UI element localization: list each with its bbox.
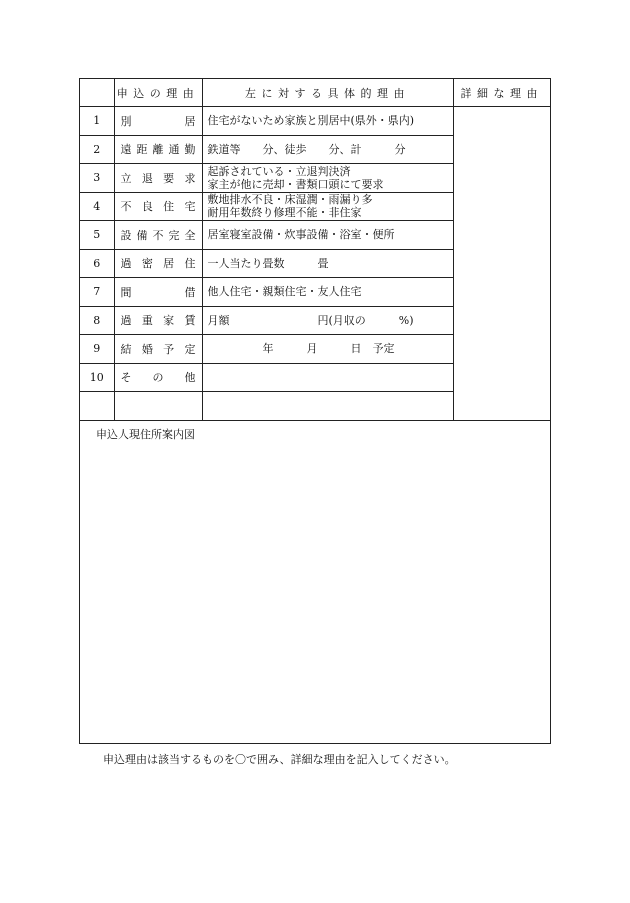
reason-char: 住 <box>184 257 196 271</box>
reason-cell[interactable] <box>114 363 202 392</box>
reason-cell[interactable] <box>114 392 202 421</box>
reason-char: 住 <box>163 200 175 214</box>
row-number: 2 <box>80 135 114 164</box>
reason-row <box>80 107 550 136</box>
reason-char: 居 <box>163 257 175 271</box>
specific-reason-cell[interactable]: 他人住宅・親類住宅・友人住宅 <box>202 278 453 307</box>
specific-reason-cell[interactable]: 鉄道等 分、徒歩 分、計 分 <box>202 135 453 164</box>
reason-char: 過 <box>120 314 132 328</box>
reason-char: 良 <box>141 200 153 214</box>
reason-char: 立 <box>120 171 132 185</box>
reason-char: 通 <box>168 143 180 157</box>
reason-cell[interactable] <box>114 249 202 278</box>
specific-reason-cell[interactable]: 敷地排水不良・床湿潤・雨漏り多 耐用年数終り修理不能・非住家 <box>202 192 453 221</box>
reason-char: そ <box>120 371 132 385</box>
header-reason: 申込の理由 <box>114 79 202 107</box>
reason-char: 遠 <box>120 143 132 157</box>
header-specific: 左に対する具体的理由 <box>202 79 453 107</box>
reason-table <box>80 79 550 420</box>
reason-char: 結 <box>120 342 132 356</box>
reason-char: 居 <box>184 114 196 128</box>
reason-char: 家 <box>163 314 175 328</box>
reason-char: 重 <box>141 314 153 328</box>
specific-reason-cell[interactable]: 居室寝室設備・炊事設備・浴室・便所 <box>202 221 453 250</box>
application-form <box>79 78 551 744</box>
row-number: 8 <box>80 306 114 335</box>
reason-cell[interactable] <box>114 135 202 164</box>
reason-char: 宅 <box>184 200 196 214</box>
reason-char: 要 <box>163 171 175 185</box>
reason-char: 定 <box>184 342 196 356</box>
map-label: 申込人現住所案内図 <box>96 428 195 441</box>
reason-cell[interactable] <box>114 335 202 364</box>
instruction-note: 申込理由は該当するものを〇で囲み、詳細な理由を記入してください。 <box>103 753 456 766</box>
reason-char: 不 <box>120 200 132 214</box>
row-number <box>80 392 114 421</box>
reason-char: 距 <box>136 143 148 157</box>
reason-char: 退 <box>141 171 153 185</box>
header-num <box>80 79 114 107</box>
row-number: 10 <box>80 363 114 392</box>
header-detail: 詳細な理由 <box>453 79 550 107</box>
reason-char: 勤 <box>184 143 196 157</box>
reason-cell[interactable] <box>114 107 202 136</box>
row-number: 6 <box>80 249 114 278</box>
reason-cell[interactable] <box>114 306 202 335</box>
reason-char: 他 <box>184 371 196 385</box>
reason-char: 不 <box>152 228 164 242</box>
reason-char: 間 <box>120 285 132 299</box>
reason-char: 設 <box>120 228 132 242</box>
location-map-area[interactable] <box>80 420 550 743</box>
reason-char: 求 <box>184 171 196 185</box>
specific-reason-cell[interactable] <box>202 363 453 392</box>
specific-reason-cell[interactable]: 起訴されている・立退判決済 家主が他に売却・書類口頭にて要求 <box>202 164 453 193</box>
reason-char: 賃 <box>184 314 196 328</box>
reason-cell[interactable] <box>114 164 202 193</box>
reason-cell[interactable] <box>114 221 202 250</box>
row-number: 1 <box>80 107 114 136</box>
reason-char: 離 <box>152 143 164 157</box>
reason-char: 全 <box>184 228 196 242</box>
row-number: 9 <box>80 335 114 364</box>
specific-reason-cell[interactable]: 月額 円(月収の %) <box>202 306 453 335</box>
specific-reason-cell[interactable]: 住宅がないため家族と別居中(県外・県内) <box>202 107 453 136</box>
row-number: 4 <box>80 192 114 221</box>
reason-char: 借 <box>184 285 196 299</box>
specific-reason-cell[interactable]: 年 月 日 予定 <box>202 335 453 364</box>
specific-reason-cell[interactable] <box>202 392 453 421</box>
reason-char: 密 <box>141 257 153 271</box>
reason-cell[interactable] <box>114 192 202 221</box>
reason-char: 過 <box>120 257 132 271</box>
row-number: 3 <box>80 164 114 193</box>
row-number: 7 <box>80 278 114 307</box>
reason-char: 完 <box>168 228 180 242</box>
header-row <box>80 79 550 107</box>
reason-char: の <box>152 371 164 385</box>
specific-reason-cell[interactable]: 一人当たり畳数 畳 <box>202 249 453 278</box>
reason-char: 備 <box>136 228 148 242</box>
detail-reason-cell[interactable] <box>453 107 550 421</box>
reason-char: 予 <box>163 342 175 356</box>
reason-cell[interactable] <box>114 278 202 307</box>
row-number: 5 <box>80 221 114 250</box>
reason-char: 婚 <box>141 342 153 356</box>
reason-char: 別 <box>120 114 132 128</box>
